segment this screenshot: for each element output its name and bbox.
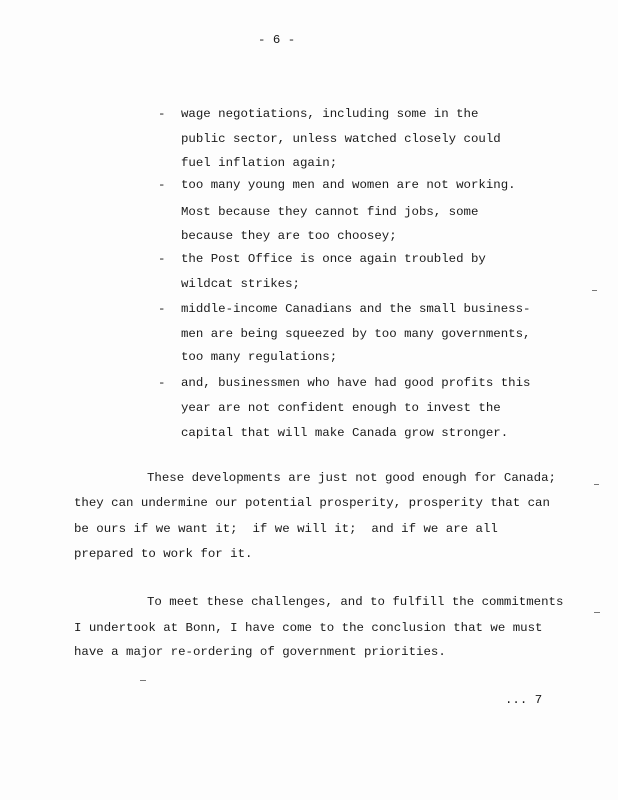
bullet-dash: - — [158, 376, 166, 390]
bullet-line: public sector, unless watched closely could — [181, 132, 501, 146]
scan-speck — [592, 290, 597, 291]
paragraph-line: have a major re-ordering of government priorities. — [74, 645, 446, 659]
paragraph-line: To meet these challenges, and to fulfill the commitments — [147, 595, 564, 609]
bullet-line: year are not confident enough to invest the — [181, 401, 501, 415]
bullet-line: too many regulations; — [181, 350, 338, 364]
paragraph-line: they can undermine our potential prosperity, prosperity that can — [74, 496, 550, 510]
scan-speck — [594, 612, 600, 613]
bullet-line: capital that will make Canada grow stronger. — [181, 426, 509, 440]
bullet-line: wage negotiations, including some in the — [181, 107, 479, 121]
scan-speck — [594, 484, 599, 485]
bullet-dash: - — [158, 178, 166, 192]
continuation-marker: ... 7 — [505, 693, 543, 707]
scan-speck — [140, 680, 146, 681]
bullet-line: men are being squeezed by too many governments, — [181, 327, 531, 341]
bullet-dash: - — [158, 302, 166, 316]
bullet-line: wildcat strikes; — [181, 277, 300, 291]
bullet-dash: - — [158, 107, 166, 121]
paragraph-line: prepared to work for it. — [74, 547, 253, 561]
bullet-line: because they are too choosey; — [181, 229, 397, 243]
bullet-line: and, businessmen who have had good profits this — [181, 376, 531, 390]
paragraph-line: These developments are just not good enough for Canada; — [147, 471, 556, 485]
bullet-line: too many young men and women are not working. — [181, 178, 516, 192]
bullet-line: Most because they cannot find jobs, some — [181, 205, 479, 219]
page-number: - 6 - — [258, 33, 296, 47]
paragraph-line: be ours if we want it; if we will it; and if we are all — [74, 522, 498, 536]
bullet-line: fuel inflation again; — [181, 156, 338, 170]
paragraph-line: I undertook at Bonn, I have come to the conclusion that we must — [74, 621, 543, 635]
bullet-line: the Post Office is once again troubled by — [181, 252, 486, 266]
bullet-line: middle-income Canadians and the small business- — [181, 302, 531, 316]
bullet-dash: - — [158, 252, 166, 266]
